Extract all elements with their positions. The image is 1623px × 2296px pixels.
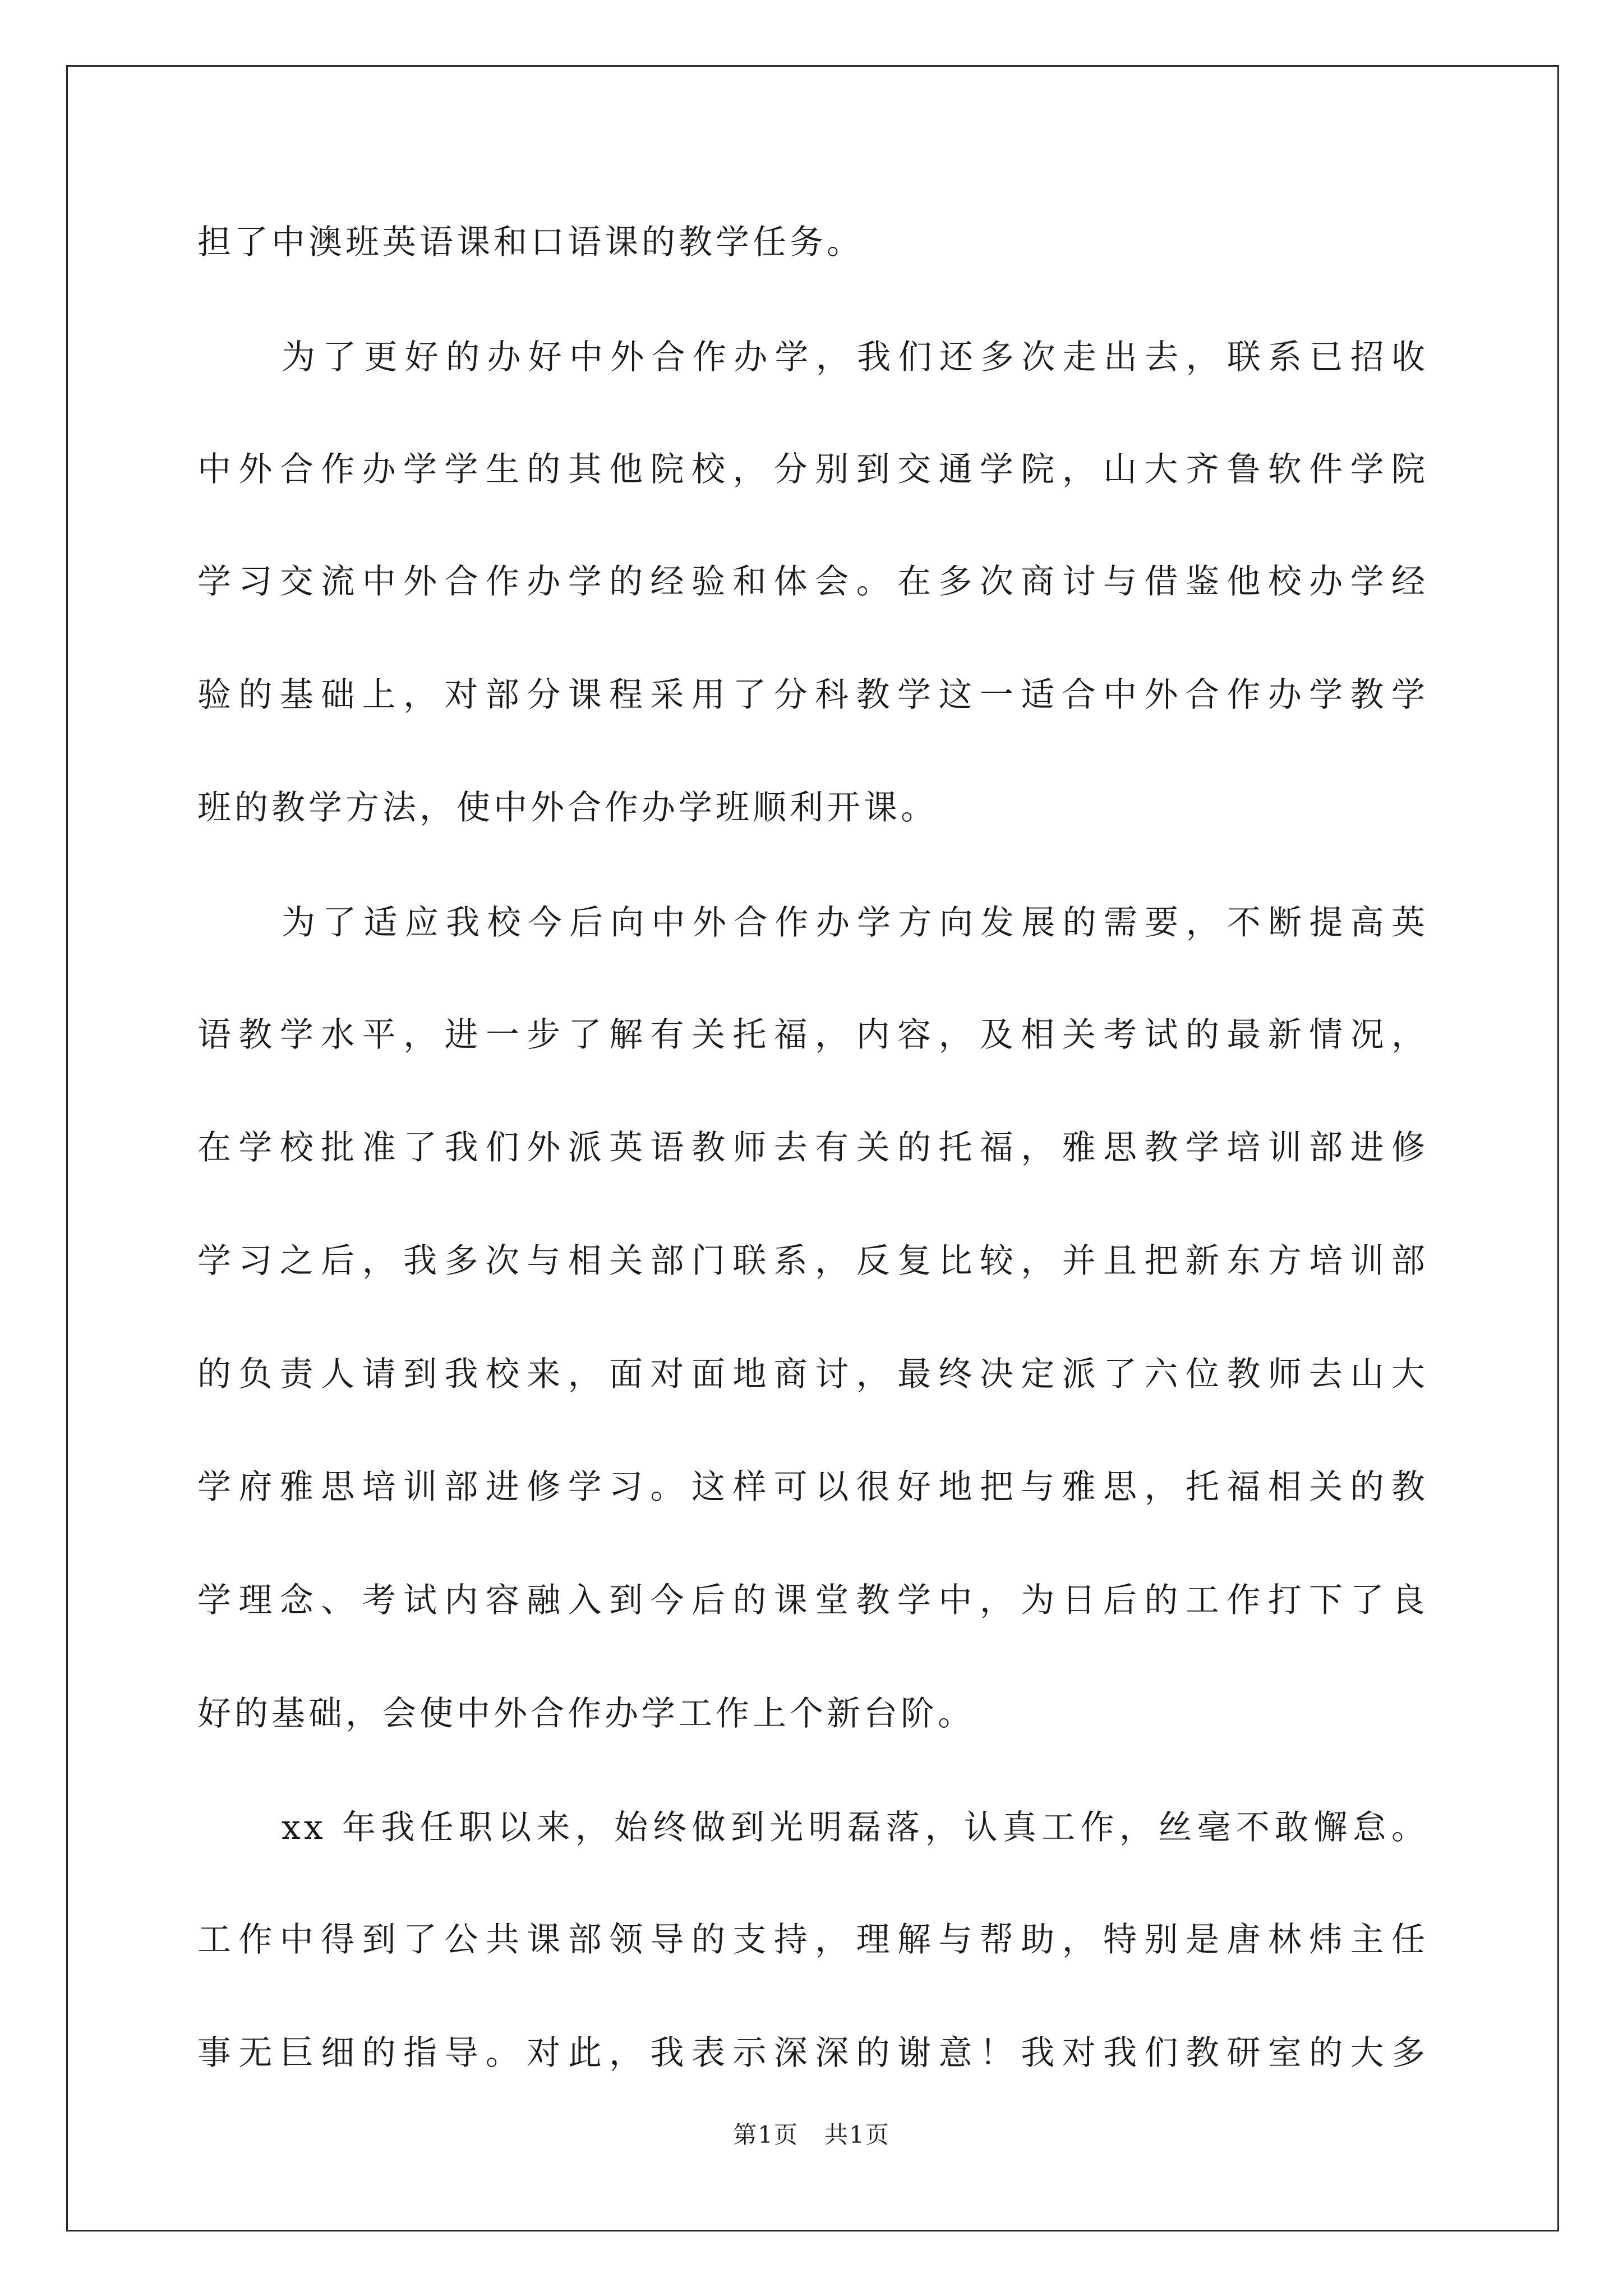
paragraph-2-line-4: 验的基础上，对部分课程采用了分科教学这一适合中外合作办学教学 (197, 675, 1428, 715)
paragraph-2-line-2: 中外合作办学学生的其他院校，分别到交通学院，山大齐鲁软件学院 (197, 450, 1428, 489)
paragraph-3-line-2: 语教学水平，进一步了解有关托福，内容，及相关考试的最新情况， (197, 1015, 1428, 1055)
paragraph-4-line-3: 事无巨细的指导。对此，我表示深深的谢意！我对我们教研室的大多 (197, 2033, 1428, 2073)
paragraph-3-line-7: 学理念、考试内容融入到今后的课堂教学中，为日后的工作打下了良 (197, 1581, 1428, 1620)
text-line-1: 担了中澳班英语课和口语课的教学任务。 (197, 223, 864, 262)
paragraph-2-line-3: 学习交流中外合作办学的经验和体会。在多次商讨与借鉴他校办学经 (197, 562, 1428, 601)
paragraph-3-line-6: 学府雅思培训部进修学习。这样可以很好地把与雅思，托福相关的教 (197, 1467, 1428, 1507)
paragraph-3-line-4: 学习之后，我多次与相关部门联系，反复比较，并且把新东方培训部 (197, 1241, 1428, 1281)
paragraph-2-line-5: 班的教学方法，使中外合作办学班顺利开课。 (197, 788, 938, 827)
paragraph-3-line-1: 为了适应我校今后向中外合作办学方向发展的需要，不断提高英 (282, 903, 1428, 942)
paragraph-4-line-1: xx 年我任职以来，始终做到光明磊落，认真工作，丝毫不敢懈怠。 (282, 1808, 1428, 1847)
paragraph-4-line-2: 工作中得到了公共课部领导的支持，理解与帮助，特别是唐林炜主任 (197, 1920, 1428, 1959)
page-number-footer: 第1页 共1页 (733, 2121, 890, 2148)
paragraph-3-line-8: 好的基础，会使中外合作办学工作上个新台阶。 (197, 1694, 975, 1733)
paragraph-2-line-1: 为了更好的办好中外合作办学，我们还多次走出去，联系已招收 (282, 338, 1428, 377)
paragraph-3-line-5: 的负责人请到我校来，面对面地商讨，最终决定派了六位教师去山大 (197, 1355, 1428, 1394)
paragraph-3-line-3: 在学校批准了我们外派英语教师去有关的托福，雅思教学培训部进修 (197, 1128, 1428, 1167)
